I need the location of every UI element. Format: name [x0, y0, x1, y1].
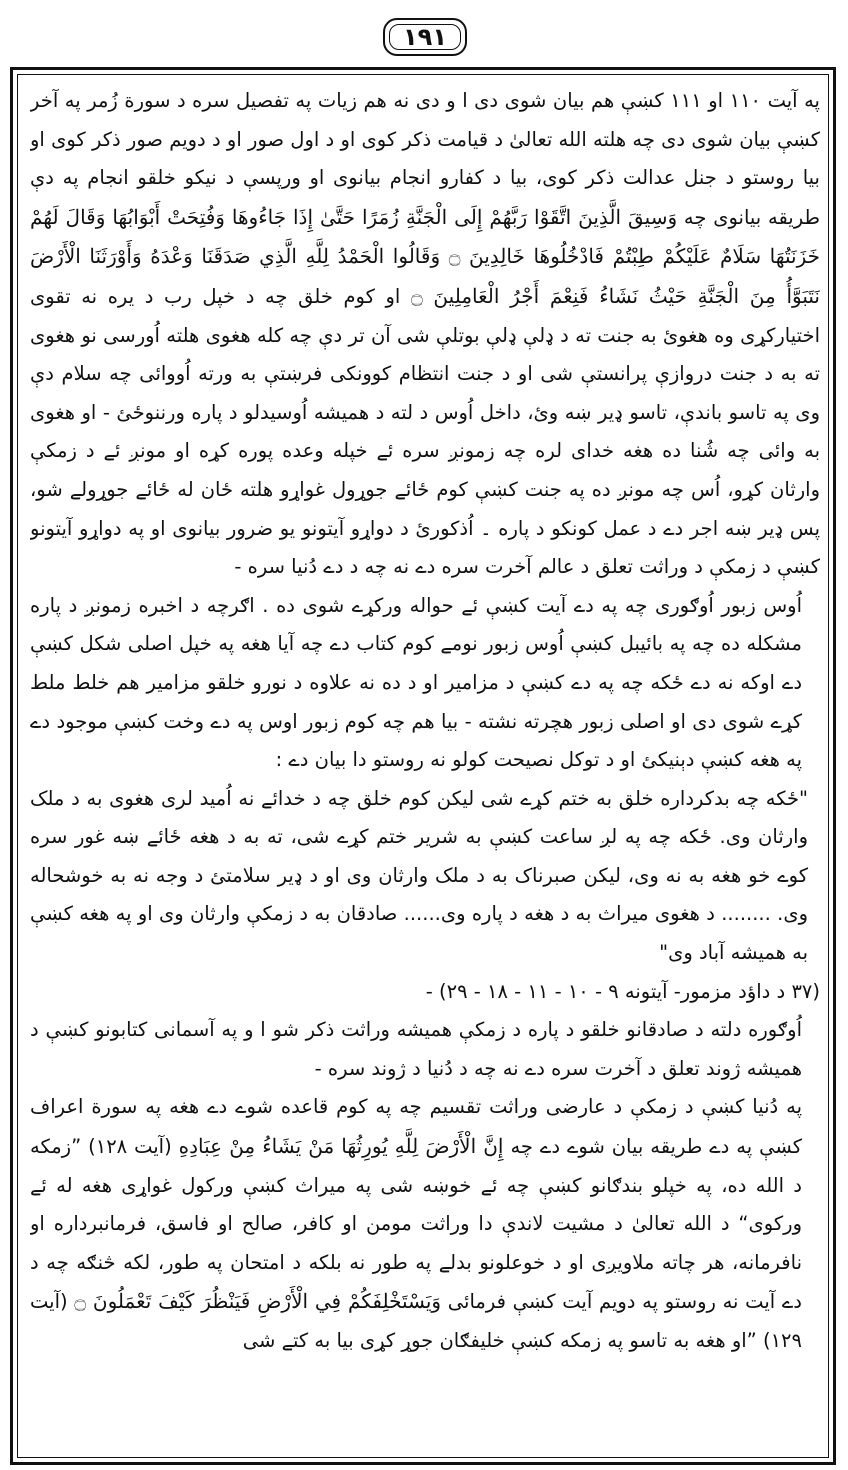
quran-verse: إِنَّ الْأَرْضَ لِلَّهِ يُورِثُهَا مَنْ يَشَاءُ مِنْ عِبَادِهِ	[178, 1134, 504, 1159]
paragraph-text: (آیت ۱۲۸) ”زمکه د الله ده، په خپلو بندګانو کښې چه ئے خوښه شی په میراث کښې ورکول غواړی هغه له ئے ورکوی“ د الله تعالیٰ د مشیت لاندې دا وراثت مومن او کافر، صالح او فاسق، فرمانبرداره او نافرمانه، هر چاته ملاویږی او د خوعلونو بدلے په طور نه بلکه د امتحان په طور، لکه څنګه چه د دے آیت نه روستو په دویم آیت کښې فرمائی	[30, 1135, 802, 1314]
paragraph-text: (آیت ۱۲۹) ”او هغه به تاسو په زمکه کښې خلیفګان جوړ کړی بیا به کتے شی	[30, 1290, 802, 1352]
page-text	[30, 82, 820, 1457]
paragraph-text: په آیت ۱۱۰ او ۱۱۱ کښې هم بیان شوی دی ا و دی نه هم زیات په تفصیل سره د سورة زُمر په آخر کښې بیان شوی دی چه هلته الله تعالیٰ د قیامت ذکر کوی او د اول صور او د دویم صور ذکر کوی او بیا روستو د جنل عدالت ذکر کوی، بیا د کفارو انجام بیانوی او ورپسې د نیکو خلقو انجام په دې طریقه بیانوی چه	[30, 89, 820, 229]
paragraph: اُوس زبور اُوګوری چه په دے آیت کښې ئے حواله ورکړے شوی ده . اګرچه د اخبره زمونږ د پاره مشکله ده چه په بائیبل کښې اُوس زبور نومے کوم کتاب دے چه آیا هغه په خپل اصلی شکل کښې دے اوکه نه دے ځکه چه په دے کښې د مزامیر او د ده نه علاوه د نورو خلقو مزامیر هم خلط ملط کړے شوی دی او اصلی زبور هچرته نشته - بیا هم چه کوم زبور اوس په دے وخت کښې موجود دے په هغه کښې دېنیکئ او د توکل نصیحت کولو نه روستو دا بیان دے :	[30, 593, 802, 772]
page-number-cartouche	[383, 18, 467, 56]
paragraph	[30, 82, 820, 587]
paragraph-text: په دُنیا کښې د زمکې د عارضی وراثت تقسیم چه په کوم قاعده شوے دے هغه په سورة اعراف کښې په دے طریقه بیان شوے دے چه	[30, 1095, 803, 1159]
paragraph-text: او کوم خلق چه د خپل رب د یره نه تقوی اختیارکړی وه هغوئ به جنت ته د ډلې ډلې بوتلې شی آن تر دې چه کله هغوی هلته اُورسی نو هغوی ته به د جنت دروازې پرانستې شی او د جنت انتظام کوونکی فرښتې به ورته اُووائی چه سلام دې وی په تاسو باندې، تاسو ډیر ښه وئ، داخل اُوس د لته د هميشه اُوسیدلو د پاره ورننوځئ - او هغوی به وائی چه شُنا ده هغه خدای لره چه زمونږ سره ئے خپله وعده پوره کړه او مونږ ئے د زمکې وارثان کړو، اُس چه مونږ ده په جنت کښې کوم ځائے جوړول غواړو هلته ځان له ځائے جوړولے شو، پس ډیر ښه اجر دے د عمل کونکو د پاره ۔ اُذکورئ د دواړو آیتونو یو ضرور بیانوی او په دواړو آیتونو کښې د زمکې د وراثت تعلق د عالم آخرت سره دے نه چه د دے دُنیا سره -	[30, 284, 820, 579]
quran-verse: وَسِيقَ الَّذِينَ اتَّقَوْا رَبَّهُمْ إِلَى الْجَنَّةِ زُمَرًا حَتَّىٰ إِذَا جَاءُوهَا وَفُتِحَتْ أَبْوَابُهَا وَقَالَ لَهُمْ خَزَنَتُهَا سَلَامٌ عَلَيْكُمْ طِبْتُمْ فَادْخُلُوهَا خَالِدِينَ ۝ وَقَالُوا الْحَمْدُ لِلَّهِ الَّذِي صَدَقَنَا وَعْدَهُ وَأَوْرَثَنَا الْأَرْضَ نَتَبَوَّأُ مِنَ الْجَنَّةِ حَيْثُ نَشَاءُ فَنِعْمَ أَجْرُ الْعَامِلِينَ ۝	[30, 204, 820, 308]
quran-verse: وَيَسْتَخْلِفَكُمْ فِي الْأَرْضِ فَيَنْظُرَ كَيْفَ تَعْمَلُونَ ۝	[74, 1289, 442, 1314]
quote-reference: (۳۷ د داؤد مزمور- آیتونه ۹ - ۱۰ - ۱۱ - ۱۸ - ۲۹) -	[425, 979, 820, 1003]
paragraph	[30, 1088, 820, 1360]
zabur-quote: "ځکه چه بدکرداره خلق به ختم کړے شی لیکن کوم خلق چه د خدائے نه اُمید لری هغوی به د ملک وارثان وی. ځکه چه په لږ ساعت کښې به شریر ختم کړے شی، ته به د هغه ځائے ښه غور سره کوے خو هغه به نه وی، لیکن صبرناک به د ملک وارثان وی او د ډیر سلامتئ د وجه نه به خوشحاله وی. ........ د هغوی میراث به د هغه د پاره وی...... صادقان به د زمکې وارثان وی او په هغه کښې به همیشه آباد وی"	[30, 786, 808, 965]
paragraph: اُوګوره دلته د صادقانو خلقو د پاره د زمکې همیشه وراثت ذکر شو ا و په آسمانی کتابونو کښې د همیشه ژوند تعلق د آخرت سره دے نه چه د دُنیا د ژوند سره -	[30, 1018, 802, 1080]
page-number: ۱۹۱	[403, 23, 447, 51]
